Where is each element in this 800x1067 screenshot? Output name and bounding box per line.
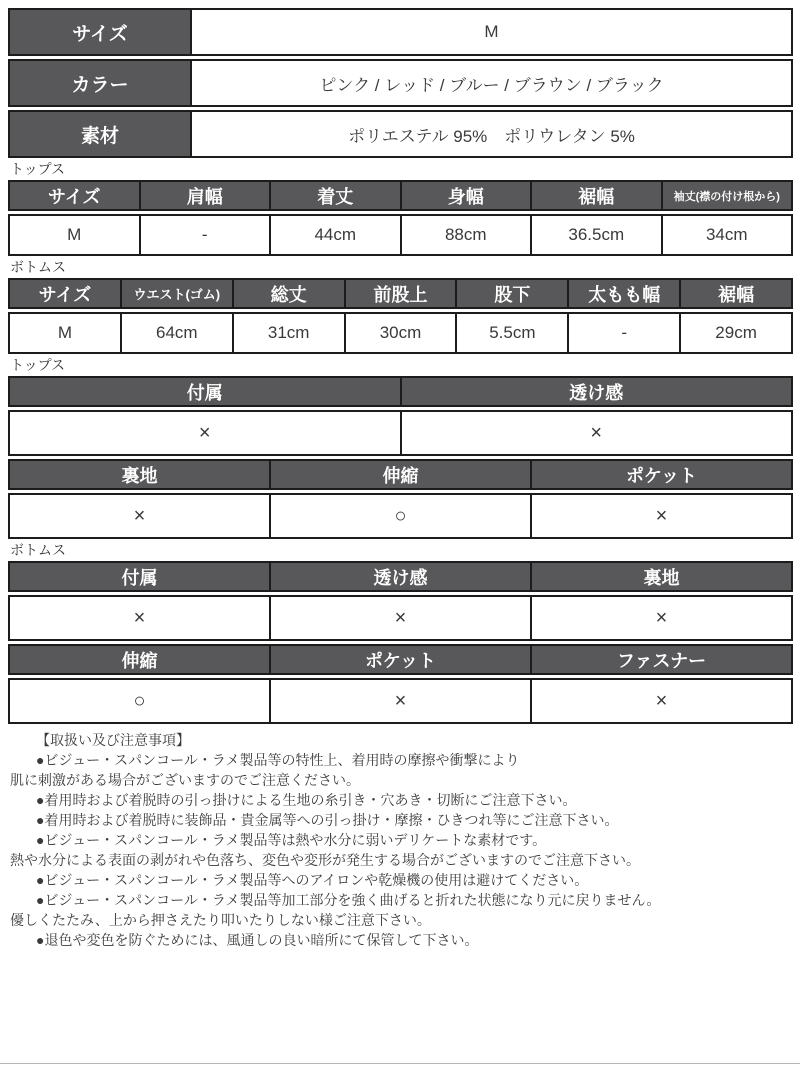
value-cell: 36.5cm	[530, 216, 661, 254]
value-cell-size: M	[190, 10, 791, 54]
value-cell: ○	[133, 689, 146, 712]
table-row	[8, 59, 793, 107]
note-line: ●ビジュー・スパンコール・ラメ製品等は熱や水分に弱いデリケートな素材です。	[36, 832, 547, 848]
product-info-table	[8, 8, 793, 158]
note-line: 優しくたたみ、上から押さえたり叩いたりしない様ご注意下さい。	[10, 912, 431, 928]
header-cell: 前股上	[344, 280, 456, 307]
value-cell: ×	[269, 597, 530, 639]
header-cell: 太もも幅	[567, 280, 679, 307]
table-header-row	[8, 376, 793, 407]
header-cell: 裏地	[10, 461, 269, 488]
table-value-row	[8, 214, 793, 256]
value-cell: ×	[400, 412, 792, 454]
header-cell: ポケット	[269, 646, 530, 673]
value-cell: -	[567, 314, 679, 352]
value-cell: 31cm	[232, 314, 344, 352]
bottoms-spec-table	[8, 561, 793, 724]
header-cell: 透け感	[400, 378, 792, 405]
table-header-row	[8, 459, 793, 490]
header-cell: 伸縮	[269, 461, 530, 488]
header-cell-color: カラー	[10, 61, 190, 105]
section-label-tops: トップス	[10, 161, 66, 177]
header-cell: ポケット	[530, 461, 791, 488]
note-line: ●着用時および着脱時に装飾品・貴金属等への引っ掛け・摩擦・ひきつれ等にご注意下さい。	[36, 812, 619, 828]
section-label-bottoms: ボトムス	[10, 259, 66, 275]
note-line: ●着用時および着脱時の引っ掛けによる生地の糸引き・穴あき・切断にご注意下さい。	[36, 792, 577, 808]
value-cell: ○	[269, 495, 530, 537]
table-header-row	[8, 180, 793, 211]
header-cell: 身幅	[400, 182, 531, 209]
note-line: ●ビジュー・スパンコール・ラメ製品等加工部分を強く曲げると折れた状態になり元に戻りません。	[36, 892, 661, 908]
header-cell: サイズ	[10, 280, 120, 307]
value-cell: 88cm	[400, 216, 531, 254]
table-value-row	[8, 595, 793, 641]
note-line: 肌に刺激がある場合がございますのでご注意ください。	[10, 772, 360, 788]
header-cell: 付属	[10, 378, 400, 405]
bottoms-size-table	[8, 278, 793, 354]
value-cell: 64cm	[120, 314, 232, 352]
value-cell: 44cm	[269, 216, 400, 254]
header-cell: 袖丈(襟の付け根から)	[661, 182, 792, 209]
header-cell: 裏地	[530, 563, 791, 590]
value-cell: ×	[198, 421, 211, 444]
table-row	[8, 110, 793, 158]
tops-size-table	[8, 180, 793, 256]
header-cell: 裾幅	[530, 182, 661, 209]
table-header-row	[8, 278, 793, 309]
value-cell: 29cm	[679, 314, 791, 352]
header-cell: ウエスト(ゴム)	[120, 280, 232, 307]
header-cell: ファスナー	[530, 646, 791, 673]
section-label-bottoms-spec: ボトムス	[10, 542, 66, 558]
note-line: 熱や水分による表面の剥がれや色落ち、変色や変形が発生する場合がございますのでご注意下さい。	[10, 852, 640, 868]
table-header-row	[8, 561, 793, 592]
value-cell: ×	[530, 680, 791, 722]
table-value-row	[8, 410, 793, 456]
value-cell: M	[57, 323, 73, 342]
value-cell: -	[139, 216, 270, 254]
handling-notes	[10, 730, 793, 950]
value-cell: ×	[133, 504, 146, 527]
value-cell: 30cm	[344, 314, 456, 352]
header-cell: 肩幅	[139, 182, 270, 209]
header-cell: 付属	[10, 563, 269, 590]
header-cell: 透け感	[269, 563, 530, 590]
header-cell: 総丈	[232, 280, 344, 307]
note-line: ●ビジュー・スパンコール・ラメ製品等へのアイロンや乾燥機の使用は避けてください。	[36, 872, 589, 888]
note-line: ●退色や変色を防ぐためには、風通しの良い暗所にて保管して下さい。	[36, 932, 479, 948]
section-label-tops-spec: トップス	[10, 357, 66, 373]
value-cell-material: ポリエステル 95% ポリウレタン 5%	[190, 112, 791, 156]
tops-spec-table	[8, 376, 793, 539]
value-cell: 5.5cm	[455, 314, 567, 352]
table-header-row	[8, 644, 793, 675]
value-cell: ×	[269, 680, 530, 722]
header-cell: 裾幅	[679, 280, 791, 307]
note-line: ●ビジュー・スパンコール・ラメ製品等の特性上、着用時の摩擦や衝撃により	[36, 752, 520, 768]
value-cell: ×	[530, 495, 791, 537]
header-cell-size: サイズ	[10, 10, 190, 54]
value-cell: M	[67, 225, 82, 244]
table-value-row	[8, 493, 793, 539]
header-cell: サイズ	[10, 182, 139, 209]
table-value-row	[8, 678, 793, 724]
table-row	[8, 8, 793, 56]
header-cell: 着丈	[269, 182, 400, 209]
header-cell: 股下	[455, 280, 567, 307]
value-cell: 34cm	[661, 216, 792, 254]
value-cell-color: ピンク / レッド / ブルー / ブラウン / ブラック	[190, 61, 791, 105]
header-cell: 伸縮	[10, 646, 269, 673]
header-cell-material: 素材	[10, 112, 190, 156]
table-value-row	[8, 312, 793, 354]
value-cell: ×	[530, 597, 791, 639]
page-bottom-divider	[0, 1063, 800, 1064]
value-cell: ×	[133, 606, 146, 629]
notes-title: 【取扱い及び注意事項】	[36, 732, 190, 748]
